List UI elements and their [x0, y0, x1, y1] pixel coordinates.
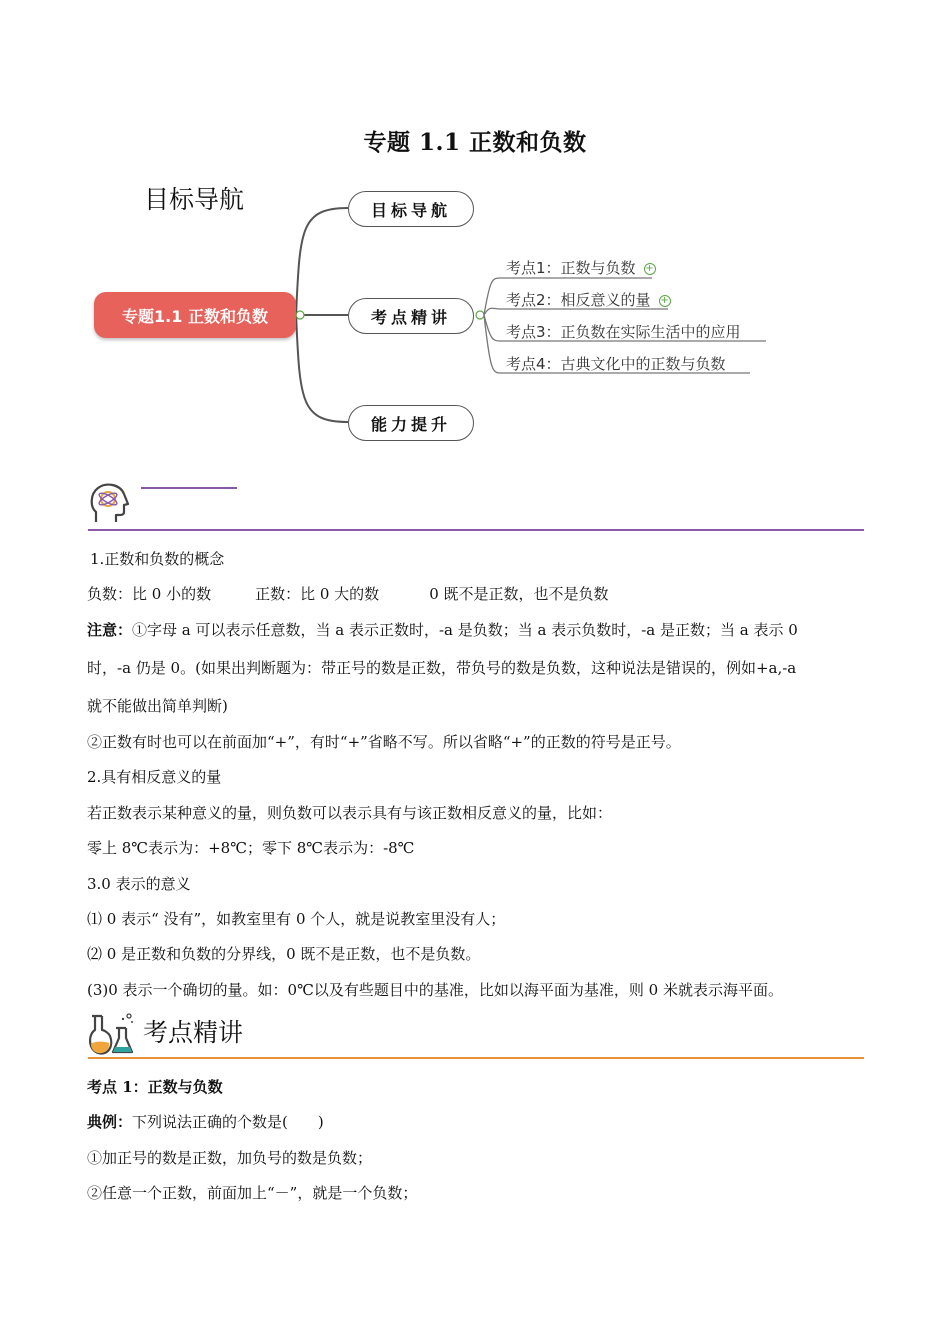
zero-meaning-line-3: (3)0 表示一个确切的量。如：0℃以及有些题目中的基准，比如以海平面为基准，则 0 米就表示海平面。 [87, 981, 783, 999]
zero-meaning-heading: 3.0 表示的意义 [87, 875, 191, 893]
head-brain-icon [88, 482, 132, 528]
mindmap-root-node: 专题1.1 正数和负数 [94, 292, 296, 338]
section-heading-kaodian: 考点精讲 [143, 1018, 244, 1047]
positive-definition: 正数：比 0 大的数 [255, 585, 380, 603]
example-option-1: ①加正号的数是正数，加负号的数是负数； [87, 1149, 373, 1167]
opposite-heading: 2.具有相反意义的量 [87, 768, 222, 786]
expand-plus-icon: + [645, 262, 654, 274]
example-option-2: ②任意一个正数，前面加上“－”，就是一个负数； [87, 1184, 418, 1202]
note-label: 注意： [87, 621, 133, 639]
mindmap-branch-ability: 能力提升 [348, 405, 474, 441]
zero-meaning-line-2: ⑵ 0 是正数和负数的分界线，0 既不是正数，也不是负数。 [87, 945, 481, 963]
zero-definition: 0 既不是正数，也不是负数 [429, 585, 609, 603]
note-line-1 [87, 620, 865, 640]
opposite-line-1: 若正数表示某种意义的量，则负数可以表示具有与该正数相反意义的量，比如： [87, 804, 613, 822]
note-line-4: ②正数有时也可以在前面加“+”，有时“+”省略不写。所以省略“+”的正数的符号是正号。 [87, 733, 681, 751]
mindmap-branch-goals: 目标导航 [348, 191, 474, 227]
kaodian-1-title: 考点 1：正数与负数 [87, 1078, 223, 1096]
example-question: 下列说法正确的个数是( ) [132, 1113, 324, 1131]
page-title: 专题 1.1 正数和负数 [363, 129, 587, 156]
lab-flask-icon [86, 1010, 136, 1058]
mindmap-kaodian-2 [506, 289, 671, 310]
mindmap-branch-kaodian: 考点精讲 [348, 298, 474, 334]
section-title-underline [141, 487, 237, 489]
mindmap-kaodian-4: 考点4：古典文化中的正数与负数 [506, 355, 726, 373]
section-divider [88, 1057, 864, 1059]
example-question-line [87, 1112, 865, 1132]
kaodian-2-label: 考点2：相反意义的量 [506, 291, 651, 309]
section-divider [88, 529, 864, 531]
note-line-3: 就不能做出简单判断) [87, 697, 228, 715]
opposite-line-2: 零上 8℃表示为：+8℃；零下 8℃表示为：-8℃ [87, 839, 415, 857]
zero-meaning-line-1: ⑴ 0 表示“ 没有”，如教室里有 0 个人，就是说教室里没有人； [87, 910, 506, 928]
kaodian-1-label: 考点1：正数与负数 [506, 259, 636, 277]
mindmap-heading: 目标导航 [144, 185, 245, 214]
negative-definition: 负数：比 0 小的数 [87, 585, 212, 603]
concept-heading: 1.正数和负数的概念 [90, 550, 225, 568]
note-text-1: ①字母 a 可以表示任意数，当 a 表示正数时，-a 是负数；当 a 表示负数时，-a 是正数；当 a 表示 0 [132, 621, 798, 639]
mindmap-kaodian-3: 考点3：正负数在实际生活中的应用 [506, 323, 741, 341]
mindmap-kaodian-1 [506, 257, 656, 278]
example-label: 典例： [87, 1113, 133, 1131]
note-line-2: 时，-a 仍是 0。(如果出判断题为：带正号的数是正数，带负号的数是负数，这种说法是错误的，例如+a,-a [87, 659, 797, 677]
expand-plus-icon: + [660, 294, 669, 306]
definitions-line [87, 584, 865, 604]
